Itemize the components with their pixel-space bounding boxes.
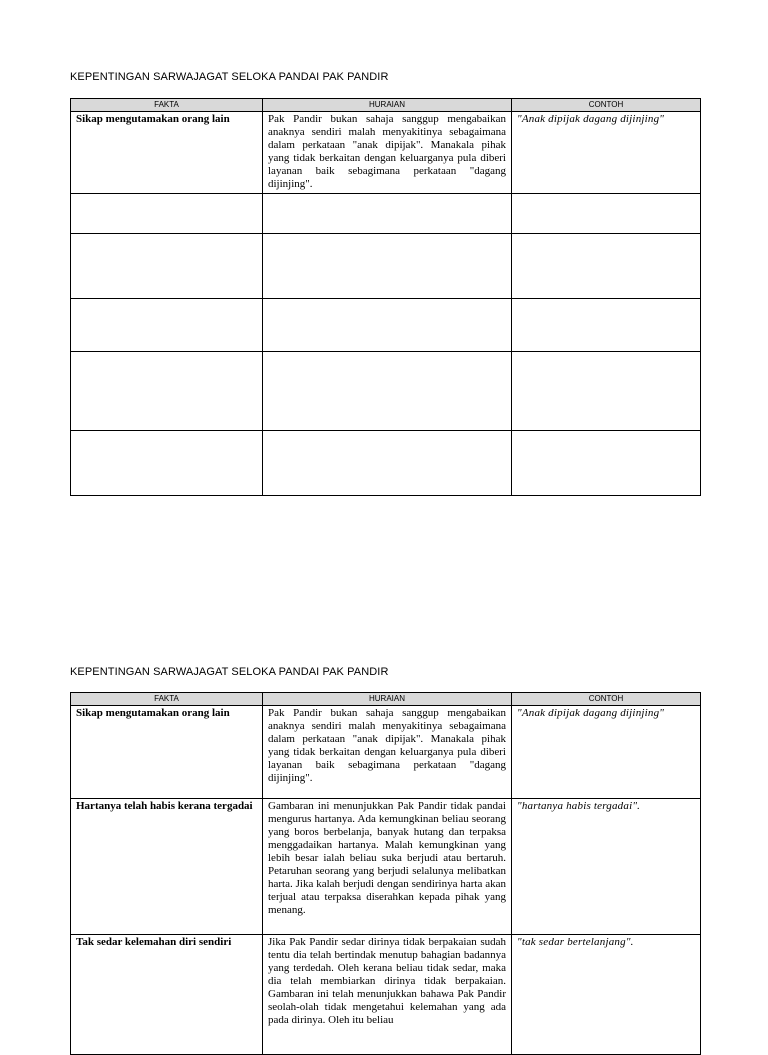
huraian-cell: Gambaran ini menunjukkan Pak Pandir tidak pandai mengurus hartanya. Ada kemungkinan beliau seorang yang boros berbelanja, banyak hutang dan terpaksa menggadaikan hartanya. Malah kemungkinan yang lebih besar ialah beliau suka berjudi atau bertaruh. Petaruhan seorang yang berjudi selalunya melibatkan harta. Jika kalah berjudi dengan sendirinya harta akan terjual atau terpaksa diserahkan kepada pihak yang menang. [263, 799, 512, 935]
header-fakta: FAKTA [71, 693, 263, 706]
fakta-cell [71, 194, 263, 234]
table-row [71, 234, 701, 299]
table-header-row [71, 99, 701, 112]
contoh-cell [512, 234, 701, 299]
section2-title: KEPENTINGAN SARWAJAGAT SELOKA PANDAI PAK PANDIR [70, 666, 389, 678]
huraian-cell [263, 299, 512, 352]
fakta-cell: Hartanya telah habis kerana tergadai [71, 799, 263, 935]
table-row [71, 799, 701, 935]
fakta-cell: Sikap mengutamakan orang lain [71, 706, 263, 799]
contoh-cell: "Anak dipijak dagang dijinjing" [512, 706, 701, 799]
contoh-cell [512, 299, 701, 352]
contoh-cell [512, 194, 701, 234]
table-row [71, 194, 701, 234]
table-row [71, 706, 701, 799]
huraian-cell: Pak Pandir bukan sahaja sanggup mengabaikan anaknya sendiri malah menyakitinya sebagaimana dalam perkataan "anak dipijak". Manakala pihak yang tidak berkaitan dengan keluarganya pula diberi layanan baik sebagimana perkataan "dagang dijinjing". [263, 706, 512, 799]
fakta-cell: Sikap mengutamakan orang lain [71, 112, 263, 194]
header-contoh: CONTOH [512, 99, 701, 112]
fakta-cell: Tak sedar kelemahan diri sendiri [71, 935, 263, 1055]
contoh-cell: "hartanya habis tergadai". [512, 799, 701, 935]
section2-table [70, 692, 701, 1055]
fakta-cell [71, 234, 263, 299]
header-fakta: FAKTA [71, 99, 263, 112]
contoh-cell: "Anak dipijak dagang dijinjing" [512, 112, 701, 194]
table-row [71, 112, 701, 194]
section1-title: KEPENTINGAN SARWAJAGAT SELOKA PANDAI PAK PANDIR [70, 71, 389, 83]
huraian-cell: Jika Pak Pandir sedar dirinya tidak berpakaian sudah tentu dia telah bertindak menutup bahagian badannya yang terdedah. Oleh kerana beliau tidak sedar, maka dia telah membiarkan dirinya tidak berpakaian. Gambaran ini telah menunjukkan bahawa Pak Pandir seolah-olah tidak mengetahui kelemahan yang ada pada dirinya. Oleh itu beliau [263, 935, 512, 1055]
section1-table [70, 98, 701, 496]
contoh-cell [512, 352, 701, 431]
header-huraian: HURAIAN [263, 693, 512, 706]
header-huraian: HURAIAN [263, 99, 512, 112]
header-contoh: CONTOH [512, 693, 701, 706]
huraian-cell [263, 194, 512, 234]
fakta-cell [71, 352, 263, 431]
table-row [71, 299, 701, 352]
huraian-cell [263, 234, 512, 299]
huraian-cell [263, 352, 512, 431]
huraian-cell: Pak Pandir bukan sahaja sanggup mengabaikan anaknya sendiri malah menyakitinya sebagaimana dalam perkataan "anak dipijak". Manakala pihak yang tidak berkaitan dengan keluarganya pula diberi layanan baik sebagimana perkataan "dagang dijinjing". [263, 112, 512, 194]
contoh-cell [512, 431, 701, 496]
table-row [71, 352, 701, 431]
fakta-cell [71, 299, 263, 352]
huraian-cell [263, 431, 512, 496]
contoh-cell: "tak sedar bertelanjang". [512, 935, 701, 1055]
table-row [71, 935, 701, 1055]
table-header-row [71, 693, 701, 706]
fakta-cell [71, 431, 263, 496]
table-row [71, 431, 701, 496]
